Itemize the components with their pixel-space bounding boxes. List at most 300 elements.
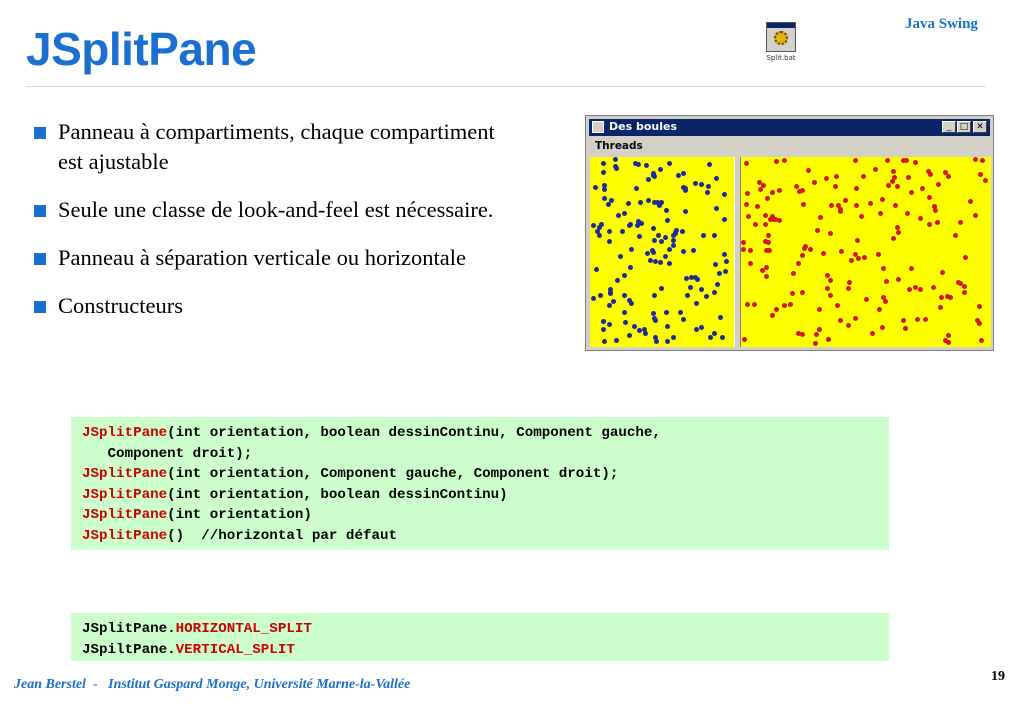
ball bbox=[802, 246, 807, 251]
ball bbox=[601, 319, 606, 324]
ball bbox=[880, 325, 885, 330]
ball bbox=[667, 247, 672, 252]
ball bbox=[720, 335, 725, 340]
ball bbox=[936, 182, 941, 187]
ball bbox=[801, 202, 806, 207]
ball bbox=[935, 220, 940, 225]
ball bbox=[691, 248, 696, 253]
ball bbox=[607, 322, 612, 327]
code-line: JSplitPane(int orientation, boolean dessinContinu) bbox=[82, 486, 508, 503]
ball bbox=[680, 229, 685, 234]
ball bbox=[862, 255, 867, 260]
ball bbox=[928, 172, 933, 177]
ball bbox=[904, 158, 909, 163]
des-boules-window bbox=[585, 115, 994, 351]
bullet-list bbox=[34, 117, 504, 339]
ball bbox=[699, 287, 704, 292]
ball bbox=[839, 249, 844, 254]
ball bbox=[796, 261, 801, 266]
ball bbox=[918, 287, 923, 292]
ball bbox=[683, 209, 688, 214]
ball bbox=[825, 286, 830, 291]
ball bbox=[861, 174, 866, 179]
ball bbox=[939, 295, 944, 300]
ball bbox=[715, 282, 720, 287]
bullet-item bbox=[34, 195, 504, 225]
ball bbox=[656, 233, 661, 238]
bullet-text: Panneau à compartiments, chaque compartiment est ajustable bbox=[58, 119, 495, 174]
ball bbox=[712, 290, 717, 295]
ball bbox=[671, 243, 676, 248]
ball bbox=[953, 233, 958, 238]
ball bbox=[956, 280, 961, 285]
ball bbox=[774, 159, 779, 164]
ball bbox=[870, 331, 875, 336]
split-constants-code-block bbox=[71, 613, 889, 661]
ball bbox=[622, 273, 627, 278]
ball bbox=[681, 249, 686, 254]
slide-topic: Java Swing bbox=[905, 16, 978, 32]
ball bbox=[920, 186, 925, 191]
window-title: Des boules bbox=[609, 120, 678, 133]
ball bbox=[665, 218, 670, 223]
ball bbox=[681, 171, 686, 176]
ball bbox=[794, 184, 799, 189]
ball bbox=[678, 310, 683, 315]
ball bbox=[895, 184, 900, 189]
minimize-button[interactable]: _ bbox=[942, 121, 956, 133]
ball bbox=[742, 337, 747, 342]
ball bbox=[927, 222, 932, 227]
ball bbox=[938, 305, 943, 310]
ball bbox=[705, 190, 710, 195]
ball bbox=[663, 235, 668, 240]
ball bbox=[685, 293, 690, 298]
ball bbox=[763, 239, 768, 244]
ball bbox=[658, 260, 663, 265]
ball bbox=[744, 161, 749, 166]
ball bbox=[593, 185, 598, 190]
ball bbox=[704, 294, 709, 299]
ball bbox=[881, 295, 886, 300]
code-line: JSplitPane(int orientation, boolean dessinContinu, Component gauche, bbox=[82, 425, 661, 441]
ball bbox=[659, 286, 664, 291]
ball bbox=[854, 203, 859, 208]
ball bbox=[800, 253, 805, 258]
ball bbox=[620, 229, 625, 234]
code-line: JSpiltPane.VERTICAL_SPLIT bbox=[82, 641, 295, 658]
ball bbox=[741, 247, 746, 252]
ball bbox=[770, 190, 775, 195]
ball bbox=[713, 262, 718, 267]
ball bbox=[873, 167, 878, 172]
ball bbox=[962, 290, 967, 295]
ball bbox=[602, 196, 607, 201]
shortcut-label: Split.bat bbox=[766, 54, 796, 62]
ball bbox=[885, 158, 890, 163]
left-ball-pane bbox=[590, 157, 734, 347]
ball bbox=[693, 181, 698, 186]
ball bbox=[699, 325, 704, 330]
ball bbox=[901, 318, 906, 323]
ball bbox=[650, 248, 655, 253]
close-button[interactable]: ✕ bbox=[973, 121, 987, 133]
ball bbox=[667, 161, 672, 166]
ball bbox=[757, 180, 762, 185]
ball bbox=[607, 229, 612, 234]
ball bbox=[622, 310, 627, 315]
ball bbox=[745, 191, 750, 196]
ball bbox=[838, 207, 843, 212]
ball bbox=[644, 163, 649, 168]
footer-credit: Jean Berstel - Institut Gaspard Monge, Université Marne-la-Vallée bbox=[14, 677, 411, 692]
ball bbox=[766, 233, 771, 238]
ball bbox=[717, 271, 722, 276]
ball bbox=[878, 211, 883, 216]
ball bbox=[933, 208, 938, 213]
ball bbox=[622, 293, 627, 298]
ball bbox=[718, 315, 723, 320]
ball bbox=[808, 247, 813, 252]
ball bbox=[632, 324, 637, 329]
ball bbox=[821, 251, 826, 256]
ball bbox=[978, 172, 983, 177]
ball bbox=[613, 157, 618, 162]
maximize-button[interactable]: □ bbox=[957, 121, 971, 133]
window-menubar bbox=[589, 138, 990, 156]
ball bbox=[886, 183, 891, 188]
ball bbox=[763, 222, 768, 227]
ball bbox=[913, 160, 918, 165]
ball bbox=[676, 173, 681, 178]
ball bbox=[595, 229, 600, 234]
square-bullet-icon bbox=[34, 253, 46, 265]
ball bbox=[651, 226, 656, 231]
ball bbox=[896, 230, 901, 235]
ball bbox=[645, 251, 650, 256]
ball bbox=[907, 287, 912, 292]
code-line: JSplitPane.HORIZONTAL_SPLIT bbox=[82, 621, 312, 637]
ball bbox=[881, 266, 886, 271]
ball bbox=[616, 213, 621, 218]
ball bbox=[814, 332, 819, 337]
ball bbox=[877, 307, 882, 312]
ball bbox=[602, 183, 607, 188]
ball bbox=[890, 179, 895, 184]
ball bbox=[712, 331, 717, 336]
ball bbox=[846, 323, 851, 328]
ball bbox=[770, 214, 775, 219]
ball bbox=[636, 162, 641, 167]
ball bbox=[614, 338, 619, 343]
ball bbox=[923, 317, 928, 322]
ball bbox=[983, 178, 988, 183]
page-number: 19 bbox=[991, 669, 1005, 684]
constructors-code-block bbox=[71, 417, 889, 550]
ball bbox=[688, 285, 693, 290]
ball bbox=[833, 184, 838, 189]
ball bbox=[712, 233, 717, 238]
ball bbox=[667, 261, 672, 266]
slide-title: JSplitPane bbox=[26, 23, 257, 75]
ball bbox=[903, 326, 908, 331]
ball bbox=[977, 304, 982, 309]
ball bbox=[608, 287, 613, 292]
ball bbox=[752, 302, 757, 307]
ball bbox=[880, 197, 885, 202]
ball bbox=[748, 248, 753, 253]
ball bbox=[636, 219, 641, 224]
bullet-item bbox=[34, 291, 504, 321]
ball bbox=[806, 168, 811, 173]
ball bbox=[973, 213, 978, 218]
ball bbox=[817, 307, 822, 312]
bullet-item bbox=[34, 117, 504, 177]
ball bbox=[618, 254, 623, 259]
ball bbox=[764, 248, 769, 253]
ball bbox=[946, 174, 951, 179]
ball bbox=[609, 198, 614, 203]
ball bbox=[674, 228, 679, 233]
ball bbox=[818, 215, 823, 220]
ball bbox=[637, 234, 642, 239]
ball bbox=[829, 203, 834, 208]
ball bbox=[681, 317, 686, 322]
right-ball-pane bbox=[741, 157, 991, 347]
ball bbox=[855, 238, 860, 243]
bullet-text: Constructeurs bbox=[58, 293, 183, 318]
ball bbox=[724, 259, 729, 264]
ball bbox=[741, 240, 746, 245]
ball bbox=[671, 335, 676, 340]
ball bbox=[946, 333, 951, 338]
ball bbox=[813, 341, 818, 346]
ball bbox=[906, 175, 911, 180]
bullet-text: Seule une classe de look-and-feel est nécessaire. bbox=[58, 197, 494, 222]
ball bbox=[891, 236, 896, 241]
code-line: JSplitPane(int orientation) bbox=[82, 507, 312, 524]
ball bbox=[646, 198, 651, 203]
split-bat-shortcut[interactable] bbox=[759, 22, 803, 62]
ball bbox=[859, 214, 864, 219]
ball bbox=[615, 278, 620, 283]
ball bbox=[826, 337, 831, 342]
ball bbox=[683, 188, 688, 193]
menu-threads[interactable]: Threads bbox=[595, 140, 643, 152]
gear-batch-icon bbox=[766, 22, 796, 52]
ball bbox=[980, 158, 985, 163]
ball bbox=[853, 158, 858, 163]
ball bbox=[828, 278, 833, 283]
ball bbox=[854, 186, 859, 191]
ball bbox=[812, 180, 817, 185]
ball bbox=[790, 291, 795, 296]
ball bbox=[915, 317, 920, 322]
ball bbox=[659, 239, 664, 244]
ball bbox=[817, 327, 822, 332]
ball bbox=[800, 290, 805, 295]
ball bbox=[658, 167, 663, 172]
ball bbox=[663, 254, 668, 259]
ball bbox=[664, 208, 669, 213]
ball bbox=[652, 316, 657, 321]
ball bbox=[657, 203, 662, 208]
ball bbox=[701, 233, 706, 238]
ball bbox=[853, 316, 858, 321]
ball bbox=[828, 231, 833, 236]
ball bbox=[613, 164, 618, 169]
ball bbox=[629, 247, 634, 252]
ball bbox=[665, 324, 670, 329]
ball bbox=[708, 335, 713, 340]
ball bbox=[652, 238, 657, 243]
ball bbox=[846, 286, 851, 291]
ball bbox=[591, 223, 596, 228]
ball bbox=[905, 211, 910, 216]
ball bbox=[791, 271, 796, 276]
bullet-text: Panneau à séparation verticale ou horizontale bbox=[58, 245, 466, 270]
ball bbox=[634, 186, 639, 191]
ball bbox=[591, 296, 596, 301]
ball bbox=[707, 162, 712, 167]
ball bbox=[764, 274, 769, 279]
ball bbox=[777, 188, 782, 193]
ball bbox=[598, 293, 603, 298]
ball bbox=[694, 327, 699, 332]
ball bbox=[962, 284, 967, 289]
window-app-icon[interactable] bbox=[592, 121, 604, 133]
ball bbox=[770, 313, 775, 318]
title-divider bbox=[26, 86, 986, 87]
bullet-item bbox=[34, 243, 504, 273]
ball bbox=[694, 301, 699, 306]
ball bbox=[746, 214, 751, 219]
ball bbox=[611, 299, 616, 304]
ball bbox=[602, 339, 607, 344]
ball bbox=[843, 198, 848, 203]
square-bullet-icon bbox=[34, 205, 46, 217]
code-line: JSplitPane(int orientation, Component gauche, Component droit); bbox=[82, 466, 619, 483]
ball bbox=[835, 303, 840, 308]
window-titlebar[interactable] bbox=[589, 119, 990, 136]
ball bbox=[945, 294, 950, 299]
ball bbox=[723, 269, 728, 274]
ball bbox=[622, 211, 627, 216]
ball bbox=[652, 293, 657, 298]
ball bbox=[788, 302, 793, 307]
ball bbox=[744, 202, 749, 207]
ball bbox=[963, 255, 968, 260]
ball bbox=[664, 310, 669, 315]
ball bbox=[601, 327, 606, 332]
ball bbox=[745, 302, 750, 307]
ball bbox=[940, 270, 945, 275]
ball bbox=[651, 173, 656, 178]
ball bbox=[607, 239, 612, 244]
ball bbox=[628, 265, 633, 270]
split-divider[interactable] bbox=[734, 157, 741, 347]
square-bullet-icon bbox=[34, 127, 46, 139]
ball bbox=[868, 201, 873, 206]
ball bbox=[796, 331, 801, 336]
ball bbox=[931, 285, 936, 290]
ball bbox=[642, 327, 647, 332]
ball bbox=[891, 169, 896, 174]
ball bbox=[838, 318, 843, 323]
ball bbox=[834, 174, 839, 179]
ball bbox=[722, 252, 727, 257]
ball bbox=[943, 338, 948, 343]
ball bbox=[909, 266, 914, 271]
code-line: Component droit); bbox=[82, 445, 253, 462]
ball bbox=[763, 213, 768, 218]
ball bbox=[800, 188, 805, 193]
ball bbox=[864, 297, 869, 302]
ball bbox=[689, 275, 694, 280]
ball bbox=[654, 339, 659, 344]
ball bbox=[782, 303, 787, 308]
ball bbox=[758, 187, 763, 192]
ball bbox=[646, 177, 651, 182]
ball bbox=[856, 256, 861, 261]
ball bbox=[607, 303, 612, 308]
ball bbox=[601, 170, 606, 175]
ball bbox=[977, 321, 982, 326]
ball bbox=[968, 199, 973, 204]
ball bbox=[918, 216, 923, 221]
ball bbox=[722, 217, 727, 222]
ball bbox=[815, 228, 820, 233]
ball bbox=[927, 195, 932, 200]
ball bbox=[958, 220, 963, 225]
ball bbox=[893, 203, 898, 208]
ball bbox=[722, 192, 727, 197]
ball bbox=[626, 201, 631, 206]
ball bbox=[706, 184, 711, 189]
ball bbox=[760, 268, 765, 273]
ball bbox=[849, 258, 854, 263]
ball bbox=[774, 307, 779, 312]
ball bbox=[628, 222, 633, 227]
ball bbox=[824, 176, 829, 181]
ball bbox=[714, 176, 719, 181]
ball bbox=[653, 259, 658, 264]
ball bbox=[979, 338, 984, 343]
ball bbox=[755, 204, 760, 209]
ball bbox=[594, 267, 599, 272]
ball bbox=[623, 320, 628, 325]
square-bullet-icon bbox=[34, 301, 46, 313]
ball bbox=[665, 339, 670, 344]
ball bbox=[909, 190, 914, 195]
ball bbox=[627, 298, 632, 303]
ball bbox=[876, 252, 881, 257]
ball bbox=[765, 196, 770, 201]
ball bbox=[847, 280, 852, 285]
ball bbox=[748, 261, 753, 266]
ball bbox=[782, 158, 787, 163]
ball bbox=[884, 279, 889, 284]
ball bbox=[973, 157, 978, 162]
ball bbox=[753, 222, 758, 227]
ball bbox=[714, 206, 719, 211]
ball bbox=[828, 293, 833, 298]
ball bbox=[896, 277, 901, 282]
ball bbox=[943, 170, 948, 175]
ball bbox=[699, 182, 704, 187]
ball bbox=[601, 161, 606, 166]
ball bbox=[627, 333, 632, 338]
